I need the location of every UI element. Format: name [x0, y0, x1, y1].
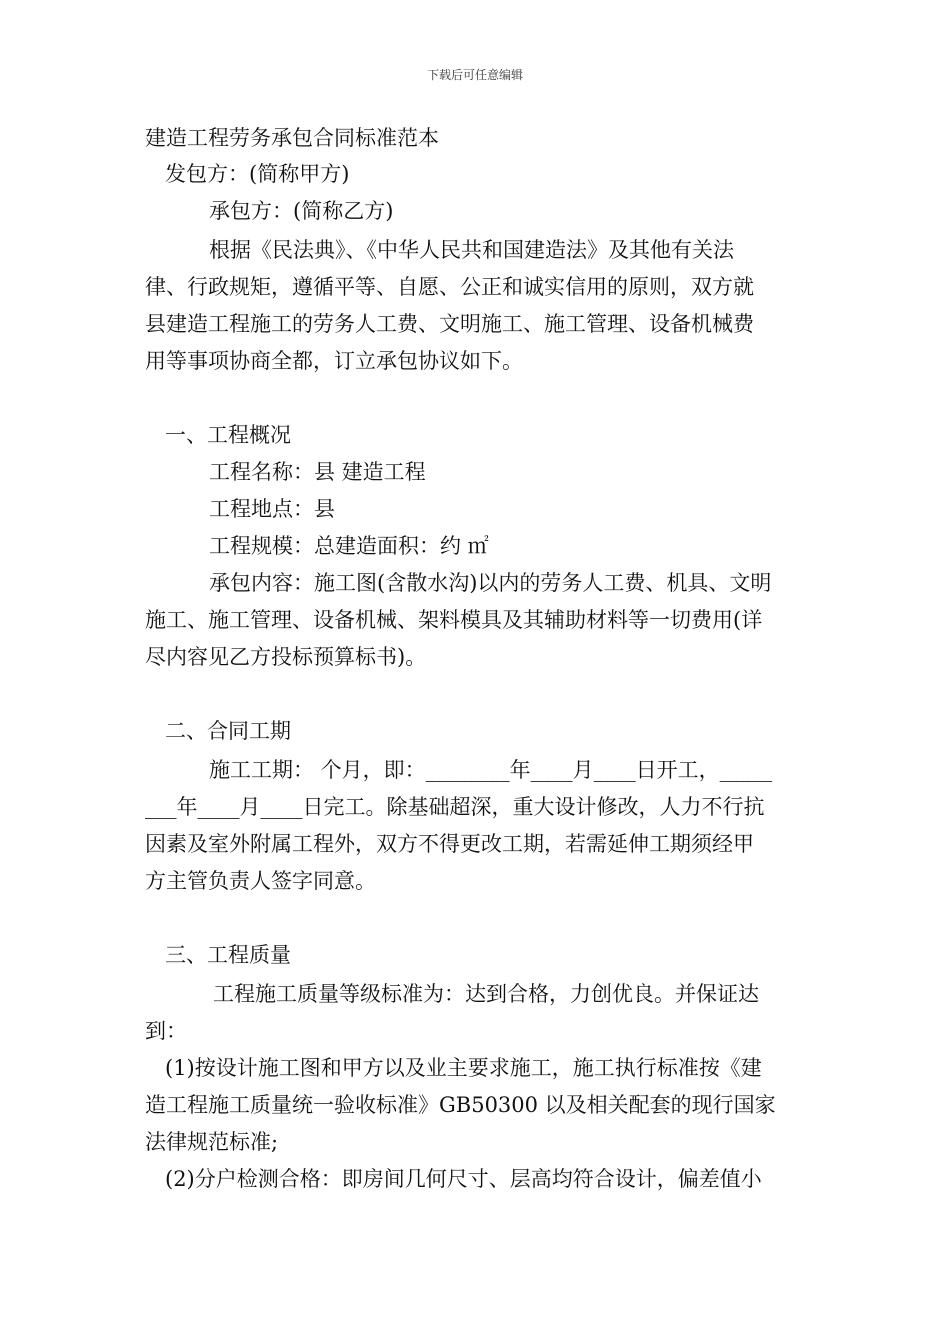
scope-line-1: 承包内容：施工图(含散水沟)以内的劳务人工费、机具、文明	[209, 571, 772, 595]
section-2-heading: 二、合同工期	[165, 719, 291, 743]
schedule-line-2: ___年____月____日完工。除基础超深，重大设计修改，人力不行抗	[145, 795, 765, 819]
scope-line-2: 施工、施工管理、设备机械、架料模具及其辅助材料等一切费用(详	[145, 608, 763, 632]
project-location: 工程地点：县	[209, 497, 335, 521]
schedule-line-1: 施工工期： 个月，即：________年____月____日开工，_____	[209, 758, 773, 782]
project-name: 工程名称：县 建造工程	[209, 460, 426, 484]
intro-line-3: 县建造工程施工的劳务人工费、文明施工、施工管理、设备机械费	[145, 312, 754, 336]
schedule-line-3: 因素及室外附属工程外，双方不得更改工期，若需延伸工期须经甲	[145, 832, 754, 856]
quality-item-1-line-1: (1)按设计施工图和甲方以及业主要求施工，施工执行标准按《建	[165, 1056, 762, 1080]
quality-item-1-line-2: 造工程施工质量统一验收标准》GB50300 以及相关配套的现行国家	[145, 1093, 776, 1117]
party-b: 承包方：(简称乙方)	[209, 199, 394, 223]
project-scale: 工程规模：总建造面积：约 ㎡	[209, 534, 489, 558]
scope-line-3: 尽内容见乙方投标预算标书)。	[145, 645, 427, 669]
intro-line-1: 根据《民法典》、《中华人民共和国建造法》及其他有关法	[209, 238, 734, 262]
document-title: 建造工程劳务承包合同标准范本	[145, 126, 439, 150]
section-3-heading: 三、工程质量	[165, 943, 291, 967]
party-a: 发包方：(简称甲方)	[165, 162, 350, 186]
quality-item-2-line-1: (2)分户检测合格：即房间几何尺寸、层高均符合设计，偏差值小	[165, 1167, 762, 1191]
quality-item-1-line-3: 法律规范标准;	[145, 1130, 279, 1154]
schedule-line-4: 方主管负责人签字同意。	[145, 869, 376, 893]
quality-line-2: 到：	[145, 1019, 187, 1043]
quality-line-1: 工程施工质量等级标准为：达到合格，力创优良。并保证达	[213, 982, 759, 1006]
intro-line-2: 律、行政规矩，遵循平等、自愿、公正和诚实信用的原则，双方就	[145, 275, 754, 299]
intro-line-4: 用等事项协商全都，订立承包协议如下。	[145, 349, 523, 373]
page-header: 下载后可任意编辑	[426, 68, 523, 82]
section-1-heading: 一、工程概况	[165, 423, 291, 447]
